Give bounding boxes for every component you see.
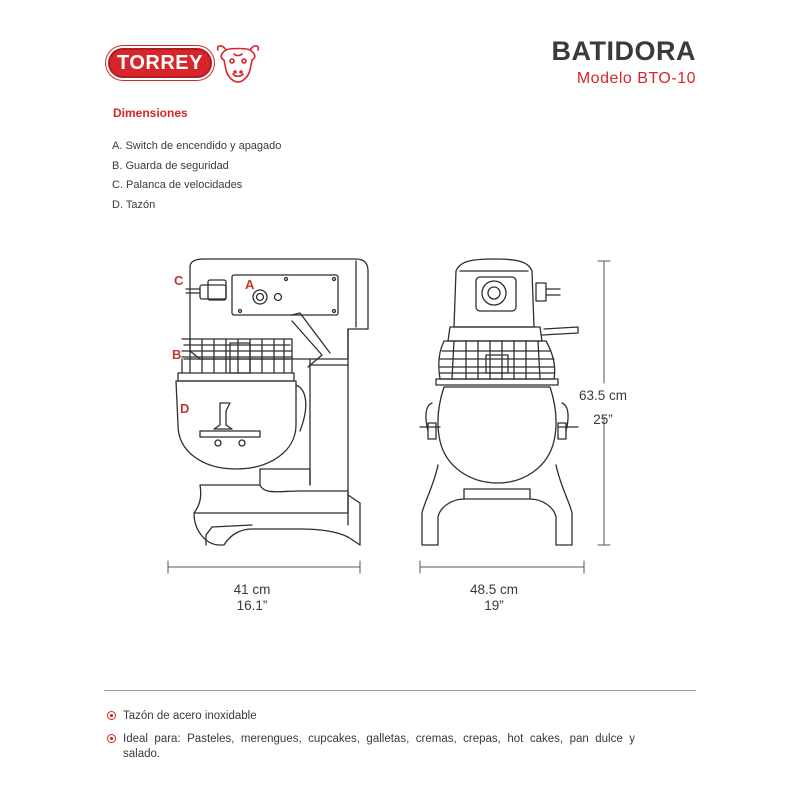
depth-metric: 41 cm	[233, 582, 271, 597]
label-d: D	[180, 401, 190, 416]
label-c: C	[174, 273, 184, 288]
label-a: A	[245, 277, 255, 292]
depth-measurement	[202, 582, 302, 614]
product-title: BATIDORA	[551, 36, 696, 66]
width-measurement	[444, 582, 544, 614]
legend-item-c: C. Palanca de velocidades	[112, 179, 243, 191]
logo-text: TORREY	[117, 52, 203, 74]
height-metric: 63.5 cm	[578, 388, 628, 403]
legend-item-a: A. Switch de encendido y apagado	[112, 140, 282, 152]
feature-item	[107, 732, 637, 764]
section-divider	[104, 690, 696, 691]
bullet-icon	[107, 734, 116, 743]
mixer-technical-drawing	[160, 255, 620, 615]
model-subtitle: Modelo BTO-10	[576, 70, 696, 87]
bullet-icon	[107, 711, 116, 720]
width-metric: 48.5 cm	[469, 582, 519, 597]
height-imperial: 25”	[593, 412, 613, 427]
feature-item	[107, 709, 637, 725]
label-b: B	[172, 347, 182, 362]
bull-head-icon	[212, 42, 264, 84]
depth-imperial: 16.1”	[236, 598, 268, 613]
height-measurement	[568, 388, 638, 428]
width-imperial: 19”	[484, 598, 504, 613]
parts-legend	[112, 137, 281, 215]
legend-item-d: D. Tazón	[112, 198, 156, 211]
torrey-logo	[108, 42, 266, 84]
mixer-side-view	[176, 259, 368, 545]
mixer-front-view	[420, 259, 578, 545]
dimensions-heading: Dimensiones	[113, 106, 188, 120]
legend-item-b: B. Guarda de seguridad	[112, 159, 229, 172]
feature-text: Tazón de acero inoxidable	[123, 710, 257, 722]
feature-text: Ideal para: Pasteles, merengues, cupcakes, galletas, cremas, crepas, hot cakes, pan dulce y salado.	[123, 733, 635, 760]
